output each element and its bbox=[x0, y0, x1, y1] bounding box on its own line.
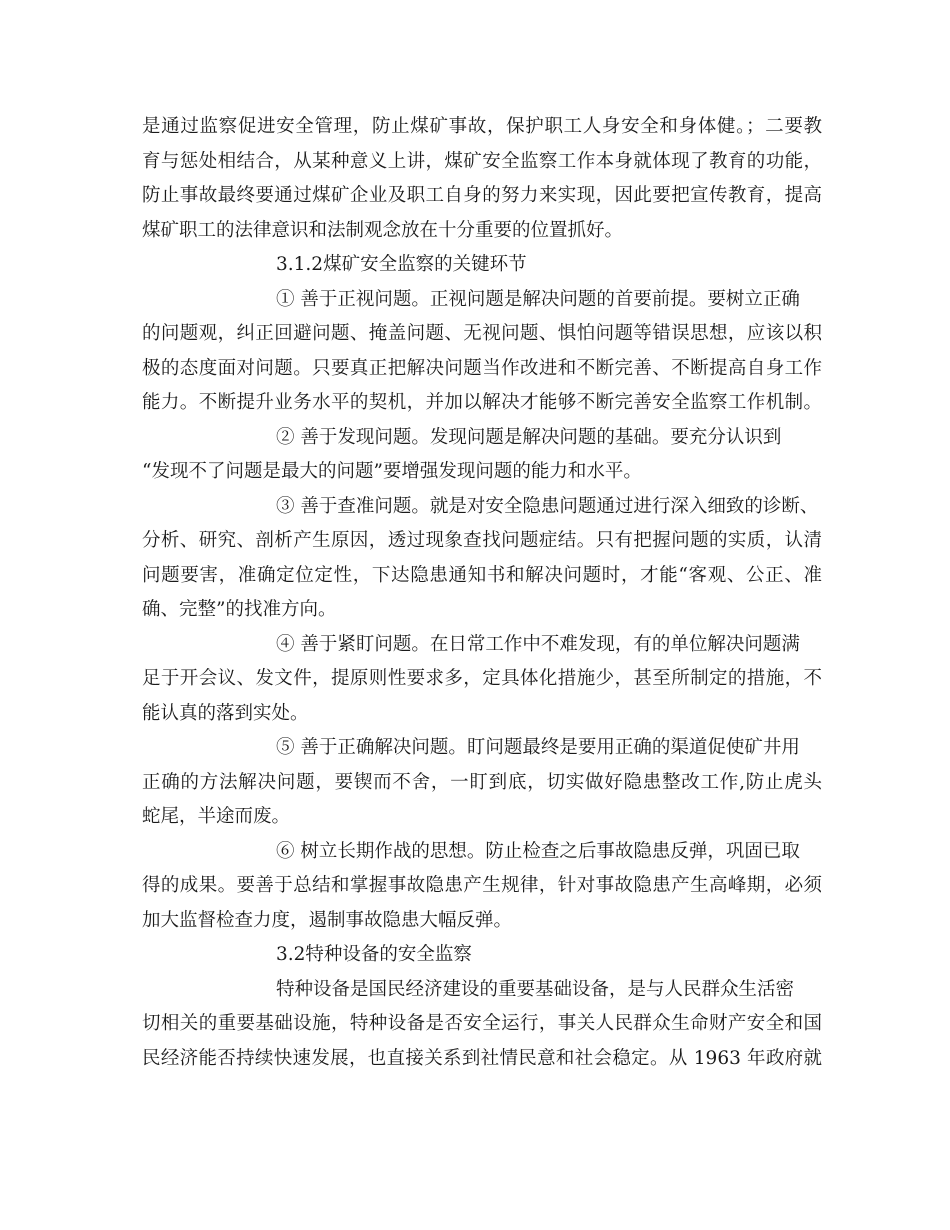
text-line: 民经济能否持续快速发展，也直接关系到社情民意和社会稳定。从 1963 年政府就 bbox=[142, 1047, 822, 1069]
text-line: 能力。不断提升业务水平的契机，并加以解决才能够不断完善安全监察工作机制。 bbox=[142, 392, 822, 413]
text-line: “发现不了问题是最大的问题”要增强发现问题的能力和水平。 bbox=[142, 461, 642, 482]
text-line: 切相关的重要基础设施，特种设备是否安全运行，事关人民群众生命财产安全和国 bbox=[142, 1013, 822, 1034]
paragraph-start-line: ③ 善于查准问题。就是对安全隐患问题通过进行深入细致的诊断、 bbox=[276, 495, 819, 517]
text-line: 确、完整”的找准方向。 bbox=[142, 599, 337, 620]
paragraph-start-line: ① 善于正视问题。正视问题是解决问题的首要前提。要树立正确 bbox=[276, 288, 800, 310]
text-line: 能认真的落到实处。 bbox=[142, 702, 309, 724]
text-line: 问题要害，准确定位定性，下达隐患通知书和解决问题时，才能“客观、公正、准 bbox=[142, 564, 822, 586]
text-line: 极的态度面对问题。只要真正把解决问题当作改进和不断完善、不断提高自身工作 bbox=[142, 357, 822, 379]
text-line: 正确的方法解决问题，要锲而不舍，一盯到底，切实做好隐患整改工作,防止虎头 bbox=[142, 771, 822, 793]
text-line: 蛇尾，半途而废。 bbox=[142, 806, 291, 827]
section-heading: 3.1.2煤矿安全监察的关键环节 bbox=[276, 254, 527, 275]
paragraph-start-line: 特种设备是国民经济建设的重要基础设备，是与人民群众生活密 bbox=[276, 978, 795, 1000]
text-line: 分析、研究、剖析产生原因，透过现象查找问题症结。只有把握问题的实质，认清 bbox=[142, 530, 822, 551]
text-line: 育与惩处相结合，从某种意义上讲，煤矿安全监察工作本身就体现了教育的功能， bbox=[142, 150, 822, 172]
text-line: 加大监督检查力度，遏制事故隐患大幅反弹。 bbox=[142, 909, 513, 931]
document-page bbox=[142, 110, 822, 1076]
section-heading: 3.2特种设备的安全监察 bbox=[276, 944, 472, 965]
text-line: 的问题观，纠正回避问题、掩盖问题、无视问题、惧怕问题等错误思想，应该以积 bbox=[142, 323, 822, 344]
text-line: 防止事故最终要通过煤矿企业及职工自身的努力来实现，因此要把宣传教育，提高 bbox=[142, 185, 822, 206]
text-line: 得的成果。要善于总结和掌握事故隐患产生规律，针对事故隐患产生高峰期，必须 bbox=[142, 875, 822, 896]
paragraph-start-line: ② 善于发现问题。发现问题是解决问题的基础。要充分认识到 bbox=[276, 426, 782, 448]
paragraph-start-line: ⑤ 善于正确解决问题。盯问题最终是要用正确的渠道促使矿井用 bbox=[276, 737, 800, 758]
text-line: 煤矿职工的法律意识和法制观念放在十分重要的位置抓好。 bbox=[142, 219, 624, 241]
paragraph-start-line: ④ 善于紧盯问题。在日常工作中不难发现，有的单位解决问题满 bbox=[276, 633, 800, 655]
text-line: 是通过监察促进安全管理，防止煤矿事故，保护职工人身安全和身体健。；二要教 bbox=[142, 116, 822, 137]
text-line: 足于开会议、发文件，提原则性要求多，定具体化措施少，甚至所制定的措施，不 bbox=[142, 668, 822, 689]
paragraph-start-line: ⑥ 树立长期作战的思想。防止检查之后事故隐患反弹，巩固已取 bbox=[276, 840, 800, 862]
